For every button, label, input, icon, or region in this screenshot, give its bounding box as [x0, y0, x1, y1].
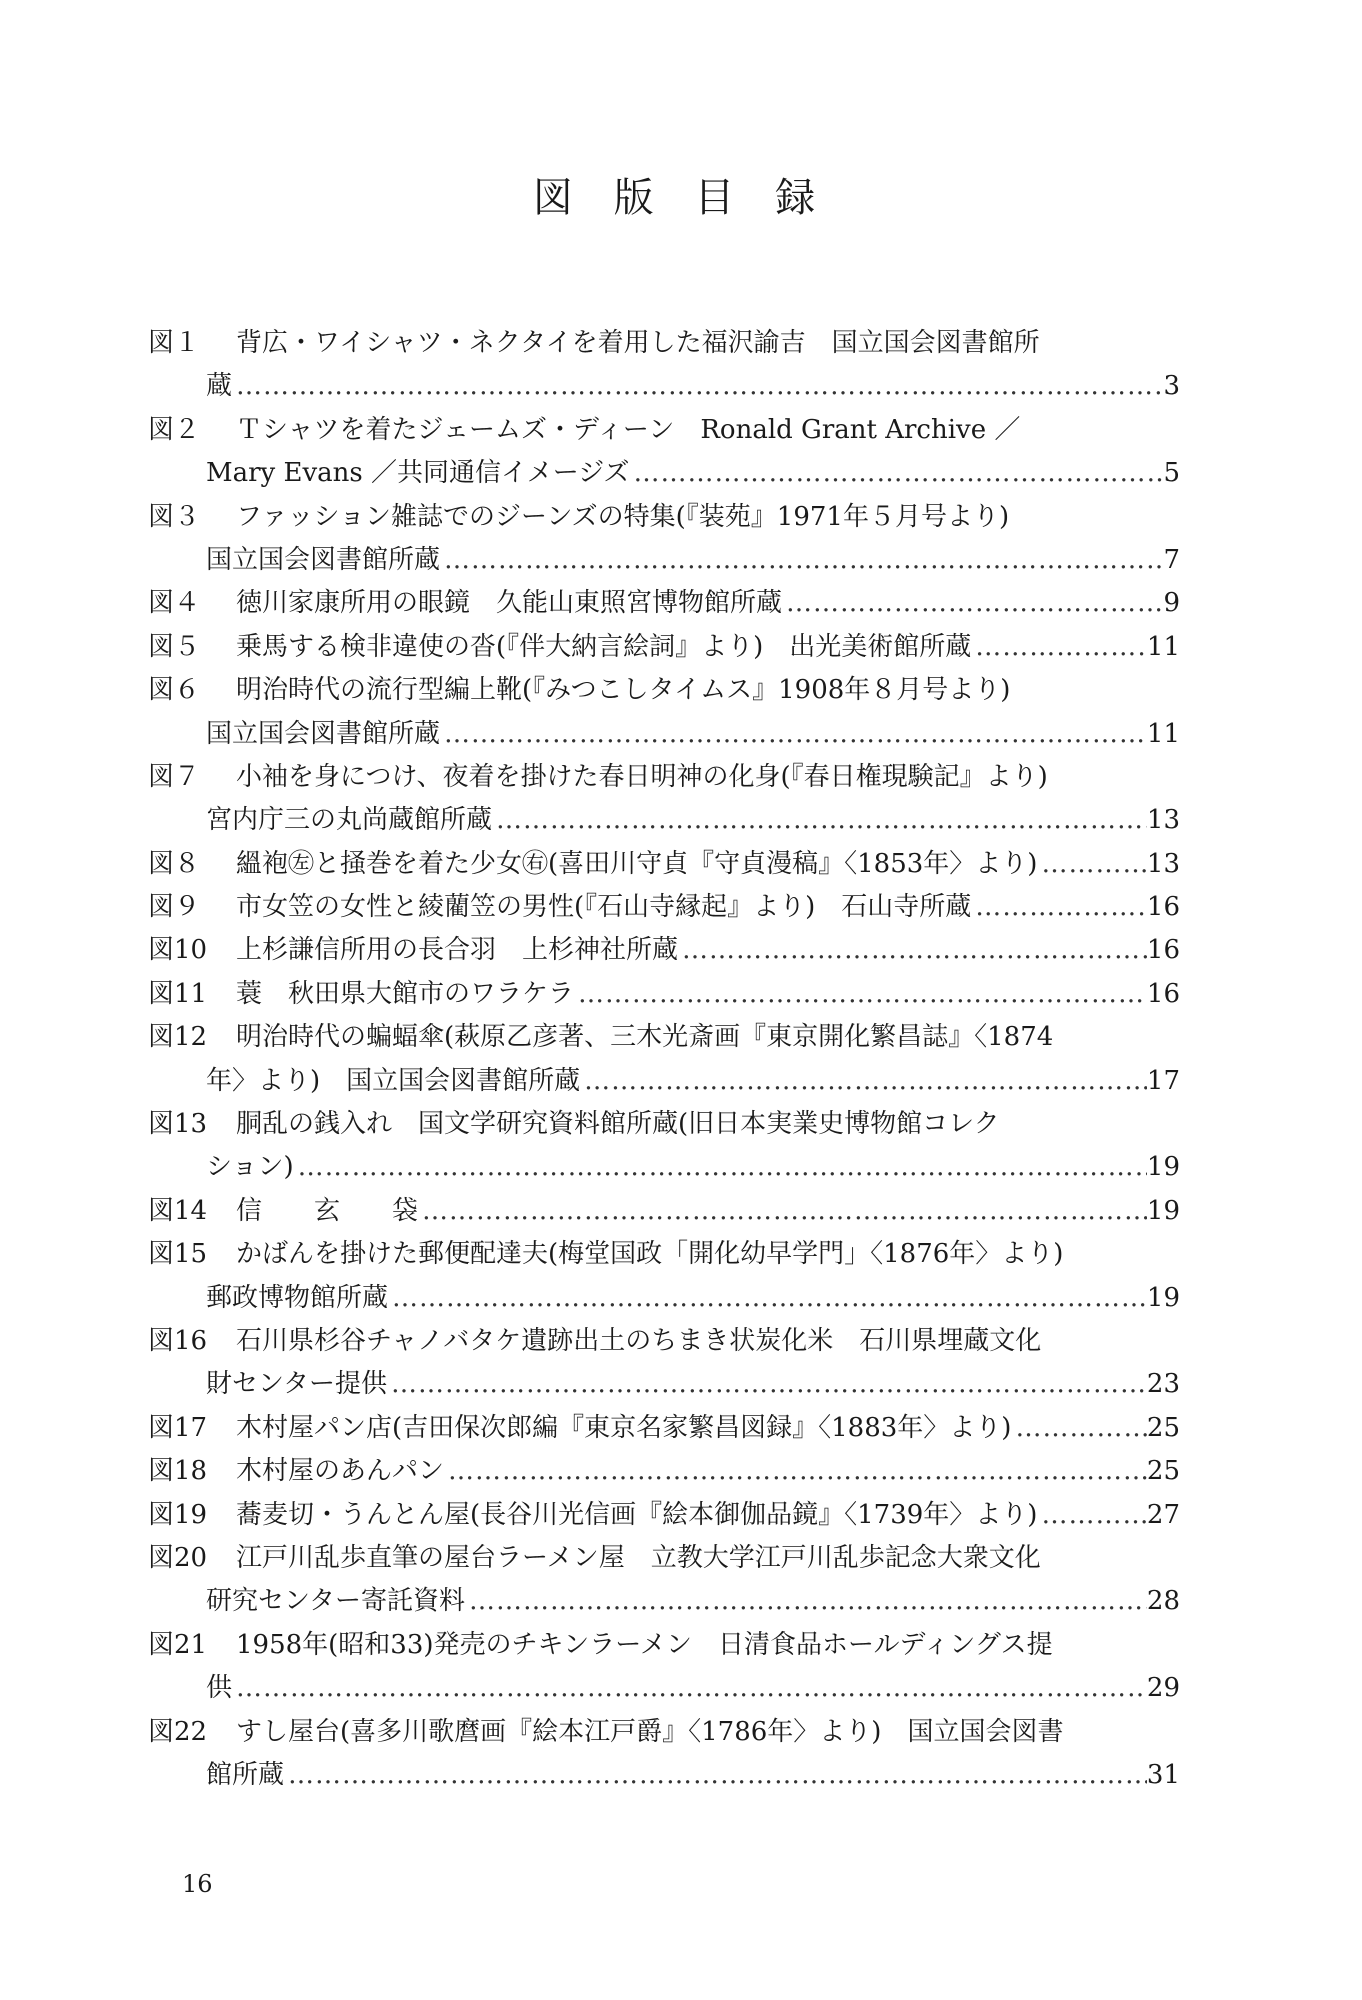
dot-leader: [1037, 843, 1146, 886]
figure-number: 図６: [148, 675, 201, 706]
list-item-line: [148, 1060, 1180, 1103]
list-item: [148, 843, 1180, 886]
figure-caption: 蔵: [206, 371, 233, 402]
figure-caption: 館所蔵: [206, 1759, 285, 1790]
list-item: [148, 1450, 1180, 1493]
figure-caption: かばんを掛けた郵便配達夫(梅堂国政「開化幼早学門」〈1876年〉より): [236, 1239, 1064, 1270]
list-item-line: [148, 973, 1180, 1016]
list-item: [148, 886, 1180, 929]
page-reference: 27: [1146, 1499, 1180, 1530]
figure-caption: 江戸川乱歩直筆の屋台ラーメン屋 立教大学江戸川乱歩記念大衆文化: [236, 1542, 1041, 1573]
figure-number: 図21: [148, 1629, 208, 1660]
figure-caption: 徳川家康所用の眼鏡 久能山東照宮博物館所蔵: [236, 588, 783, 619]
page-reference: 7: [1163, 544, 1180, 575]
list-item-line: [148, 1103, 1180, 1146]
page-reference: 16: [1146, 978, 1180, 1009]
figure-caption: 胴乱の銭入れ 国文学研究資料館所蔵(旧日本実業史博物館コレク: [236, 1109, 1000, 1140]
list-item: [148, 1711, 1180, 1798]
page-reference: 19: [1146, 1152, 1180, 1183]
figure-number: 図20: [148, 1542, 208, 1573]
page-reference: 13: [1146, 848, 1180, 879]
page-reference: 28: [1146, 1586, 1180, 1617]
figure-number: 図１: [148, 328, 201, 358]
list-item: [148, 929, 1180, 972]
list-item-line: [148, 886, 1180, 929]
page-reference: 25: [1146, 1456, 1180, 1487]
figure-number: 図18: [148, 1456, 208, 1487]
list-item: [148, 1103, 1180, 1190]
figure-caption: すし屋台(喜多川歌麿画『絵本江戸爵』〈1786年〉より) 国立国会図書: [236, 1716, 1064, 1747]
page-title: 図 版 目 録: [532, 175, 830, 221]
page-reference: 11: [1146, 631, 1180, 662]
figure-number: 図４: [148, 588, 201, 619]
dot-leader: [465, 1580, 1147, 1623]
dot-leader: [574, 973, 1147, 1016]
list-item-line: [148, 713, 1180, 756]
dot-leader: [629, 452, 1163, 495]
list-item-line: [148, 322, 1180, 365]
figure-caption: 国立国会図書館所蔵: [206, 718, 441, 749]
list-item-line: [148, 843, 1180, 886]
list-item: [148, 1537, 1180, 1624]
figure-list: [148, 322, 1180, 1797]
figure-caption: 郵政博物館所蔵: [206, 1282, 389, 1313]
list-item: [148, 1320, 1180, 1407]
list-item-line: [148, 756, 1180, 799]
list-item: [148, 973, 1180, 1016]
figure-caption: ション): [206, 1152, 294, 1183]
dot-leader: [388, 1277, 1147, 1320]
figure-number: 図19: [148, 1499, 208, 1530]
page-reference: 11: [1146, 718, 1180, 749]
figure-number: 図16: [148, 1325, 208, 1356]
figure-caption: 木村屋パン店(吉田保次郎編『東京名家繁昌図録』〈1883年〉より): [236, 1412, 1012, 1443]
list-item-line: [148, 669, 1180, 712]
figure-number: 図８: [148, 848, 201, 879]
figure-caption: 明治時代の蝙蝠傘(萩原乙彦著、三木光斎画『東京開化繁昌誌』〈1874: [236, 1022, 1054, 1053]
dot-leader: [580, 1060, 1147, 1103]
page-reference: 31: [1146, 1759, 1180, 1790]
dot-leader: [232, 1667, 1147, 1710]
list-item: [148, 626, 1180, 669]
list-item: [148, 322, 1180, 409]
page-reference: 16: [1146, 892, 1180, 923]
dot-leader: [782, 582, 1163, 625]
dot-leader: [492, 799, 1147, 842]
figure-caption: 1958年(昭和33)発売のチキンラーメン 日清食品ホールディングス提: [236, 1629, 1053, 1660]
list-item-line: [148, 1450, 1180, 1493]
figure-caption: 蕎麦切・うんとん屋(長谷川光信画『絵本御伽品鏡』〈1739年〉より): [236, 1499, 1038, 1530]
figure-number: 図７: [148, 761, 201, 792]
figure-number: 図12: [148, 1022, 208, 1053]
figure-number: 図13: [148, 1109, 208, 1140]
figure-caption: 上杉謙信所用の長合羽 上杉神社所蔵: [236, 935, 679, 966]
figure-caption: 市女笠の女性と綾藺笠の男性(『石山寺縁起』より) 石山寺所蔵: [236, 892, 972, 923]
list-item-line: [148, 452, 1180, 495]
figure-caption: 宮内庁三の丸尚蔵館所蔵: [206, 805, 493, 836]
figure-caption: 研究センター寄託資料: [206, 1586, 465, 1617]
figure-caption: 明治時代の流行型編上靴(『みつこしタイムス』1908年８月号より): [236, 675, 1011, 706]
list-item-line: [148, 409, 1180, 452]
figure-number: 図２: [148, 414, 201, 445]
page-reference: 19: [1146, 1195, 1180, 1226]
figure-caption: 乗馬する検非違使の沓(『伴大納言絵詞』より) 出光美術館所蔵: [236, 631, 972, 662]
list-item: [148, 1624, 1180, 1711]
dot-leader: [1011, 1407, 1146, 1450]
list-item-line: [148, 582, 1180, 625]
figure-caption: 国立国会図書館所蔵: [206, 544, 441, 575]
dot-leader: [440, 713, 1147, 756]
dot-leader: [284, 1754, 1147, 1797]
dot-leader: [294, 1146, 1147, 1189]
list-item-line: [148, 1667, 1180, 1710]
page-reference: 3: [1163, 371, 1180, 402]
figure-caption: 縕袍㊧と掻巻を着た少女㊨(喜田川守貞『守貞漫稿』〈1853年〉より): [236, 848, 1038, 879]
page-reference: 5: [1163, 458, 1180, 489]
figure-number: 図９: [148, 892, 201, 923]
dot-leader: [440, 539, 1163, 582]
list-item-line: [148, 496, 1180, 539]
list-item: [148, 1190, 1180, 1233]
list-item: [148, 1016, 1180, 1103]
figure-caption: 小袖を身につけ、夜着を掛けた春日明神の化身(『春日権現験記』より): [236, 761, 1048, 792]
page-reference: 19: [1146, 1282, 1180, 1313]
figure-caption: 供: [206, 1673, 233, 1704]
list-item-line: [148, 1537, 1180, 1580]
dot-leader: [971, 626, 1147, 669]
figure-caption: 年〉より) 国立国会図書館所蔵: [206, 1065, 581, 1096]
dot-leader: [1037, 1494, 1146, 1537]
list-item-line: [148, 1624, 1180, 1667]
list-item-line: [148, 1016, 1180, 1059]
figure-number: 図５: [148, 631, 201, 662]
page-reference: 23: [1146, 1369, 1180, 1400]
figure-caption: 背広・ワイシャツ・ネクタイを着用した福沢諭吉 国立国会図書館所: [236, 328, 1040, 358]
list-item-line: [148, 1320, 1180, 1363]
dot-leader: [232, 365, 1163, 408]
list-item: [148, 409, 1180, 496]
list-item: [148, 1407, 1180, 1450]
page-number: 16: [182, 1870, 213, 1898]
list-item-line: [148, 929, 1180, 972]
figure-number: 図17: [148, 1412, 208, 1443]
figure-caption: 財センター提供: [206, 1369, 387, 1400]
page-reference: 9: [1163, 588, 1180, 619]
page-reference: 29: [1146, 1673, 1180, 1704]
list-item-line: [148, 799, 1180, 842]
dot-leader: [678, 929, 1147, 972]
list-item-line: [148, 1580, 1180, 1623]
figure-number: 図14: [148, 1195, 208, 1226]
dot-leader: [971, 886, 1147, 929]
list-item-line: [148, 365, 1180, 408]
list-item: [148, 1494, 1180, 1537]
figure-caption: Ｔシャツを着たジェームズ・ディーン Ronald Grant Archive ／: [236, 414, 1021, 445]
dot-leader: [387, 1363, 1147, 1406]
figure-caption: 蓑 秋田県大館市のワラケラ: [236, 978, 575, 1009]
figure-number: 図15: [148, 1239, 208, 1270]
figure-number: 図11: [148, 978, 208, 1009]
list-item-line: [148, 1190, 1180, 1233]
figure-number: 図３: [148, 501, 201, 532]
figure-caption: 木村屋のあんパン: [236, 1456, 445, 1487]
dot-leader: [444, 1450, 1147, 1493]
figure-caption: 信 玄 袋: [236, 1195, 419, 1226]
list-item-line: [148, 1233, 1180, 1276]
dot-leader: [418, 1190, 1147, 1233]
figure-caption: Mary Evans ／共同通信イメージズ: [206, 458, 630, 489]
page-reference: 17: [1146, 1065, 1180, 1096]
page-reference: 25: [1146, 1412, 1180, 1443]
page-reference: 13: [1146, 805, 1180, 836]
list-item: [148, 582, 1180, 625]
list-item-line: [148, 539, 1180, 582]
figure-number: 図10: [148, 935, 208, 966]
list-item: [148, 496, 1180, 583]
list-item-line: [148, 1146, 1180, 1189]
list-item: [148, 1233, 1180, 1320]
page-reference: 16: [1146, 935, 1180, 966]
figure-caption: ファッション雑誌でのジーンズの特集(『装苑』1971年５月号より): [236, 501, 1010, 532]
list-item-line: [148, 1494, 1180, 1537]
list-item-line: [148, 1277, 1180, 1320]
list-item: [148, 669, 1180, 756]
list-item: [148, 756, 1180, 843]
figure-number: 図22: [148, 1716, 208, 1747]
list-item-line: [148, 1407, 1180, 1450]
list-item-line: [148, 1363, 1180, 1406]
figure-caption: 石川県杉谷チャノバタケ遺跡出土のちまき状炭化米 石川県埋蔵文化: [236, 1325, 1042, 1356]
list-item-line: [148, 1711, 1180, 1754]
list-item-line: [148, 1754, 1180, 1797]
list-item-line: [148, 626, 1180, 669]
